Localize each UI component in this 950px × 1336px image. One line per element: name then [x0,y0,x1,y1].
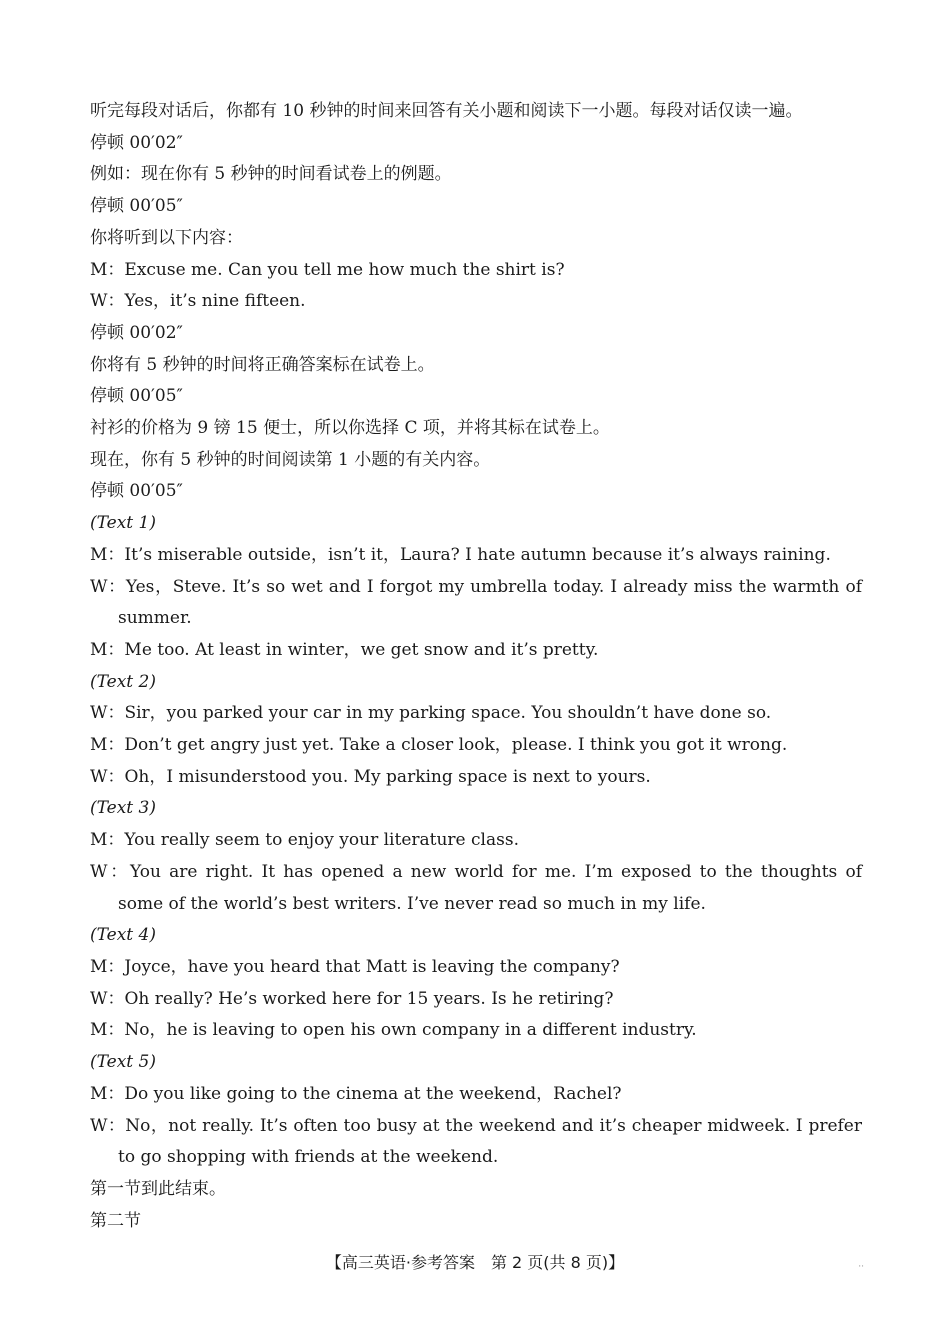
section-end-line: 第一节到此结束。 [90,1178,226,1199]
text-2-label: (Text 2) [90,671,156,692]
text-5-label: (Text 5) [90,1052,156,1073]
instruction-line: 听完每段对话后，你都有 10 秒钟的时间来回答有关小题和阅读下一小题。每段对话仅读一遍。 [90,101,803,121]
pause-line: 停顿 00′02″ [90,322,183,343]
dialogue-line: M：Excuse me. Can you tell me how much the shirt is? [90,259,565,280]
document-body [90,96,862,1237]
dialogue-line: W：No，not really. It’s often too busy at the weekend and it’s cheaper midweek. I prefer to go shopping with friends at the weekend. [90,1115,862,1168]
dialogue-line: W：You are right. It has opened a new world for me. I’m exposed to the thoughts of some of the world’s best writers. I’ve never read so much in my life. [90,861,862,914]
pause-line: 停顿 00′02″ [90,132,183,153]
instruction-line: 你将有 5 秒钟的时间将正确答案标在试卷上。 [90,354,435,375]
dialogue-line: W：Yes，Steve. It’s so wet and I forgot my umbrella today. I already miss the warmth of summer. [90,576,862,629]
dialogue-line: M：Me too. At least in winter，we get snow and it’s pretty. [90,639,599,660]
instruction-line: 衬衫的价格为 9 镑 15 便士，所以你选择 C 项，并将其标在试卷上。 [90,418,610,439]
instruction-line: 例如：现在你有 5 秒钟的时间看试卷上的例题。 [90,164,452,185]
dialogue-line: M：No，he is leaving to open his own company in a different industry. [90,1020,697,1041]
dialogue-line: M：It’s miserable outside，isn’t it，Laura? I hate autumn because it’s always raining. [90,544,831,565]
text-3-label: (Text 3) [90,798,156,819]
text-4-label: (Text 4) [90,925,156,946]
dialogue-line: M：Do you like going to the cinema at the weekend，Rachel? [90,1083,622,1104]
corner-mark: ·· [858,1262,864,1272]
dialogue-line: M：Joyce，have you heard that Matt is leaving the company? [90,956,620,977]
dialogue-line: W：Oh really? He’s worked here for 15 years. Is he retiring? [90,988,614,1009]
dialogue-line: M：You really seem to enjoy your literature class. [90,830,519,851]
dialogue-line: W：Oh，I misunderstood you. My parking space is next to yours. [90,766,651,787]
dialogue-line: W：Yes，it’s nine fifteen. [90,291,306,312]
dialogue-line: M：Don’t get angry just yet. Take a closer look，please. I think you got it wrong. [90,735,788,756]
page-footer: 【高三英语·参考答案 第 2 页(共 8 页)】 [325,1253,625,1272]
text-1-label: (Text 1) [90,513,156,534]
pause-line: 停顿 00′05″ [90,386,183,407]
section-heading: 第二节 [90,1210,141,1231]
pause-line: 停顿 00′05″ [90,481,183,502]
instruction-line: 现在，你有 5 秒钟的时间阅读第 1 小题的有关内容。 [90,449,491,470]
instruction-line: 你将听到以下内容： [90,227,243,248]
dialogue-line: W：Sir，you parked your car in my parking space. You shouldn’t have done so. [90,703,772,724]
pause-line: 停顿 00′05″ [90,196,183,217]
